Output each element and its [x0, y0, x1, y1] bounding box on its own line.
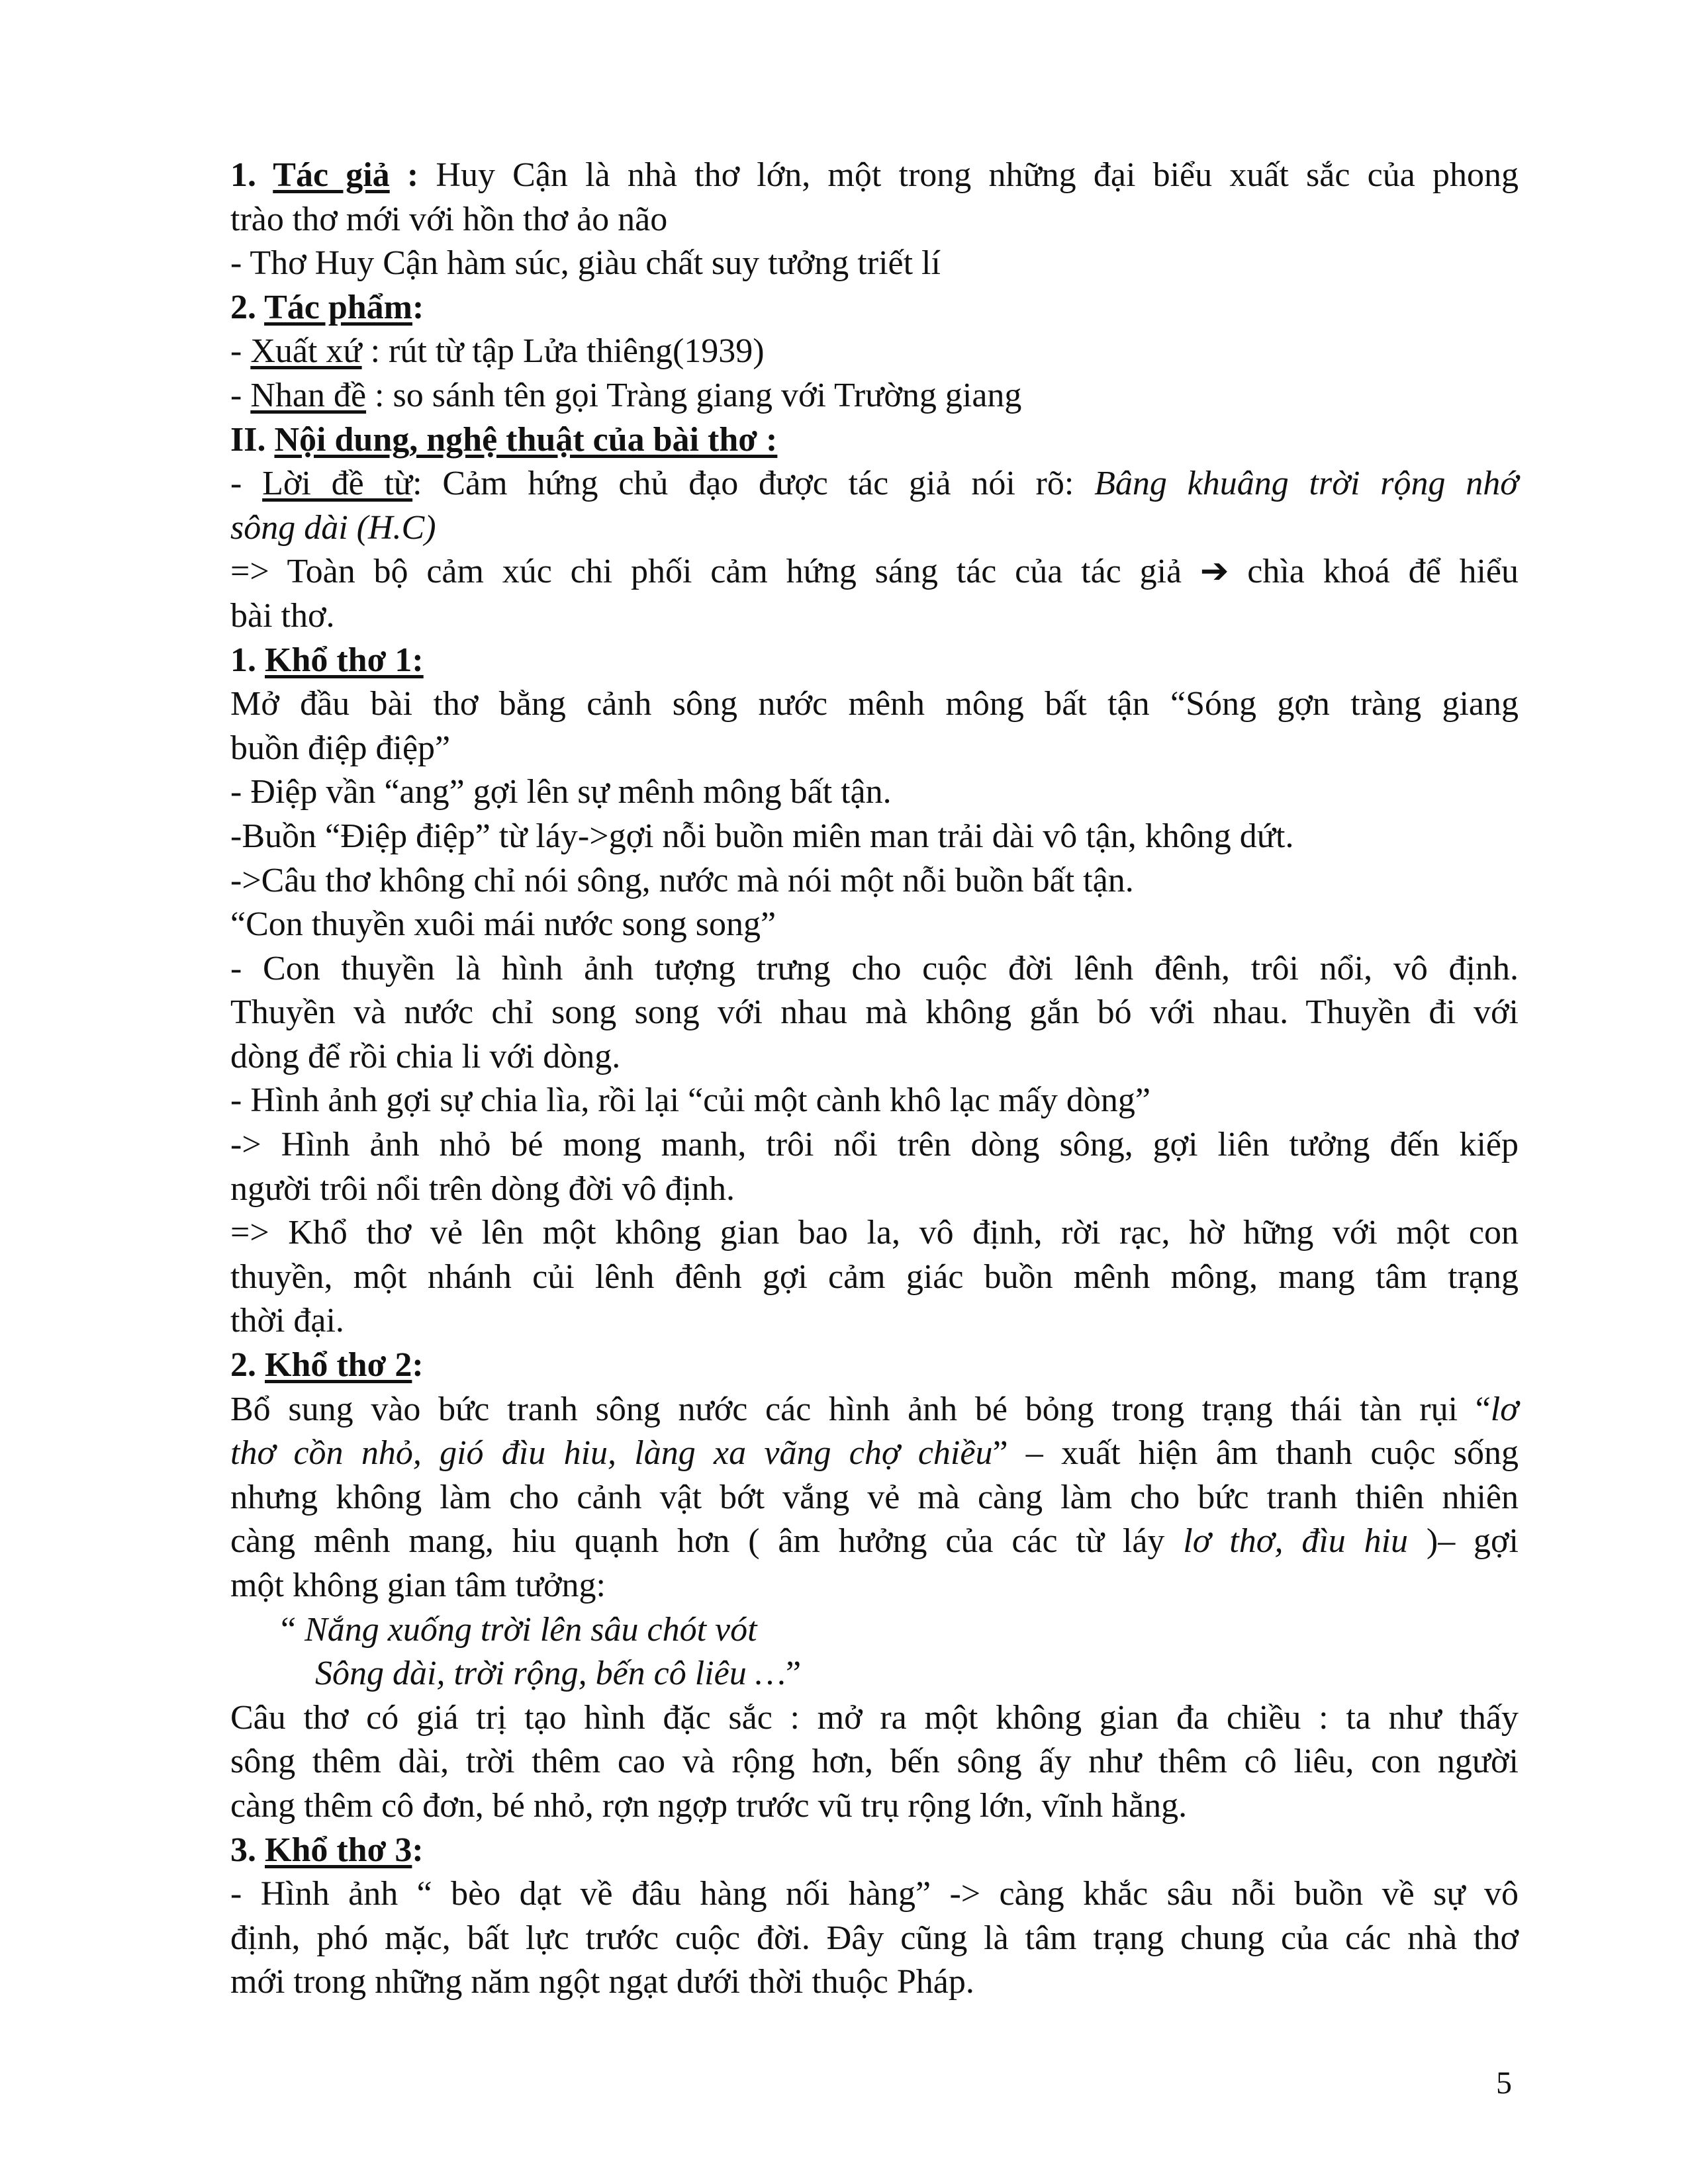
stanza1-line: - Con thuyền là hình ảnh tượng trưng cho cuộc đời lênh đênh, trôi nổi, vô định.	[230, 949, 1519, 987]
stanza-number: 3.	[230, 1831, 265, 1869]
stanza1-line: thuyền, một nhánh củi lênh đênh gợi cảm giác buồn mênh mông, mang tâm trạng	[230, 1257, 1519, 1296]
stanza-number: 1.	[230, 641, 265, 679]
stanza1-line: buồn điệp điệp”	[230, 729, 451, 767]
stanza1-line: Mở đầu bài thơ bằng cảnh sông nước mênh mông bất tận “Sóng gợn tràng giang	[230, 685, 1519, 723]
epigraph-quote: Bâng khuâng trời rộng nhớ	[1094, 465, 1519, 503]
stanza2-heading	[230, 1343, 1519, 1388]
author-label: Tác giả	[273, 156, 390, 194]
work-heading	[230, 286, 1519, 330]
author-line-1	[230, 154, 1519, 198]
stanza2-line	[230, 1388, 1519, 1432]
stanza2-italic: lơ	[1490, 1390, 1519, 1428]
origin-line	[230, 330, 1519, 374]
stanza2-line: càng thêm cô đơn, bé nhỏ, rợn ngợp trước vũ trụ rộng lớn, vĩnh hằng.	[230, 1786, 1188, 1825]
origin-text: : rút từ tập Lửa thiêng(1939)	[361, 332, 765, 371]
page-number: 5	[1496, 2066, 1512, 2101]
verse-line-1	[230, 1608, 1519, 1653]
stanza3-title: Khổ thơ 3	[265, 1831, 412, 1869]
part-number: II.	[230, 420, 275, 459]
stanza2-line: một không gian tâm tưởng:	[230, 1567, 606, 1604]
work-colon: :	[412, 288, 424, 326]
verse-line-2	[230, 1652, 1519, 1696]
title-line	[230, 374, 1519, 418]
stanza3-line: - Hình ảnh “ bèo dạt về đâu hàng nối hàng” -> càng khắc sâu nỗi buồn về sự vô	[230, 1875, 1519, 1913]
author-sep: :	[389, 156, 436, 194]
stanza1-line: dòng để rồi chia li với dòng.	[230, 1037, 621, 1075]
quote-mark: “	[281, 1610, 305, 1649]
stanza1-heading	[230, 639, 1519, 683]
verse-text: Nắng xuống trời lên sâu chót vót	[305, 1610, 757, 1649]
stanza3-line: mới trong những năm ngột ngạt dưới thời thuộc Pháp.	[230, 1963, 974, 2001]
stanza2-line: sông thêm dài, trời thêm cao và rộng hơn, bến sông ấy như thêm cô liêu, con người	[230, 1743, 1519, 1781]
part2-title: Nội dung, nghệ thuật của bài thơ :	[274, 420, 778, 459]
bullet-dash: -	[230, 376, 251, 414]
title-text: : so sánh tên gọi Tràng giang với Trường giang	[366, 376, 1022, 414]
author-line-3: - Thơ Huy Cận hàm súc, giàu chất suy tưởng triết lí	[230, 244, 941, 283]
author-text: Huy Cận là nhà thơ lớn, một trong những đại biểu xuất sắc của phong	[436, 156, 1519, 194]
stanza2-line: nhưng không làm cho cảnh vật bớt vắng vẻ mà càng làm cho bức tranh thiên nhiên	[230, 1478, 1519, 1516]
stanza3-line: định, phó mặc, bất lực trước cuộc đời. Đây cũng là tâm trạng chung của các nhà thơ	[230, 1919, 1519, 1957]
document-body	[230, 154, 1519, 2005]
stanza2-italic: thơ cồn nhỏ, gió đìu hiu, làng xa vãng chợ chiều	[230, 1434, 993, 1473]
stanza3-colon: :	[412, 1831, 424, 1869]
section-number: 1.	[230, 156, 273, 194]
conclusion-line-1: => Toàn bộ cảm xúc chi phối cảm hứng sáng tác của tác giả ➔ chìa khoá để hiểu	[230, 553, 1519, 591]
author-line-2: trào thơ mới với hồn thơ ảo não	[230, 200, 668, 238]
part2-heading	[230, 418, 1519, 463]
epigraph-line-1	[230, 462, 1519, 506]
work-label: Tác phẩm	[264, 288, 412, 326]
stanza1-line: => Khổ thơ vẻ lên một không gian bao la, vô định, rời rạc, hờ hững với một con	[230, 1214, 1519, 1252]
stanza1-title: Khổ thơ 1:	[265, 641, 424, 679]
stanza-number: 2.	[230, 1346, 265, 1385]
stanza2-line	[230, 1520, 1519, 1564]
stanza1-line: -> Hình ảnh nhỏ bé mong manh, trôi nổi trên dòng sông, gợi liên tưởng đến kiếp	[230, 1126, 1519, 1164]
stanza1-line: - Điệp vần “ang” gợi lên sự mênh mông bất tận.	[230, 773, 892, 811]
stanza3-heading	[230, 1829, 1519, 1873]
stanza2-text: ” – xuất hiện âm thanh cuộc sống	[992, 1434, 1519, 1473]
conclusion-line-2: bài thơ.	[230, 596, 335, 635]
stanza1-line: -Buồn “Điệp điệp” từ láy->gợi nỗi buồn miên man trải dài vô tận, không dứt.	[230, 817, 1294, 855]
quote-mark: ”	[785, 1655, 802, 1693]
stanza1-line: - Hình ảnh gợi sự chia lìa, rồi lại “củi một cành khô lạc mấy dòng”	[230, 1081, 1150, 1120]
stanza1-line: “Con thuyền xuôi mái nước song song”	[230, 905, 776, 944]
epigraph-text: : Cảm hứng chủ đạo được tác giả nói rõ:	[412, 465, 1095, 503]
stanza2-text: Bổ sung vào bức tranh sông nước các hình ảnh bé bỏng trong trạng thái tàn rụi “	[230, 1390, 1491, 1428]
epigraph-label: Lời đề từ	[262, 465, 413, 503]
bullet-dash: -	[230, 465, 263, 503]
stanza1-line: thời đại.	[230, 1302, 344, 1340]
verse-text: Sông dài, trời rộng, bến cô liêu …	[315, 1655, 786, 1693]
bullet-dash: -	[230, 332, 251, 371]
epigraph-line-2: sông dài (H.C)	[230, 508, 436, 547]
stanza2-italic: lơ thơ, đìu hiu	[1183, 1522, 1409, 1561]
origin-label: Xuất xứ	[250, 332, 362, 371]
stanza1-line: Thuyền và nước chỉ song song với nhau mà không gắn bó với nhau. Thuyền đi với	[230, 993, 1519, 1032]
section-number: 2.	[230, 288, 265, 326]
stanza1-line: ->Câu thơ không chỉ nói sông, nước mà nói một nỗi buồn bất tận.	[230, 861, 1134, 899]
title-label: Nhan đề	[250, 376, 367, 414]
stanza2-text: càng mênh mang, hiu quạnh hơn ( âm hưởng của các từ láy	[230, 1522, 1184, 1561]
stanza2-line	[230, 1432, 1519, 1476]
stanza2-colon: :	[412, 1346, 424, 1385]
stanza2-line: Câu thơ có giá trị tạo hình đặc sắc : mở ra một không gian đa chiều : ta như thấy	[230, 1698, 1519, 1737]
stanza1-line: người trôi nổi trên dòng đời vô định.	[230, 1169, 735, 1208]
stanza2-text: )– gợi	[1408, 1522, 1519, 1561]
stanza2-title: Khổ thơ 2	[265, 1346, 412, 1385]
